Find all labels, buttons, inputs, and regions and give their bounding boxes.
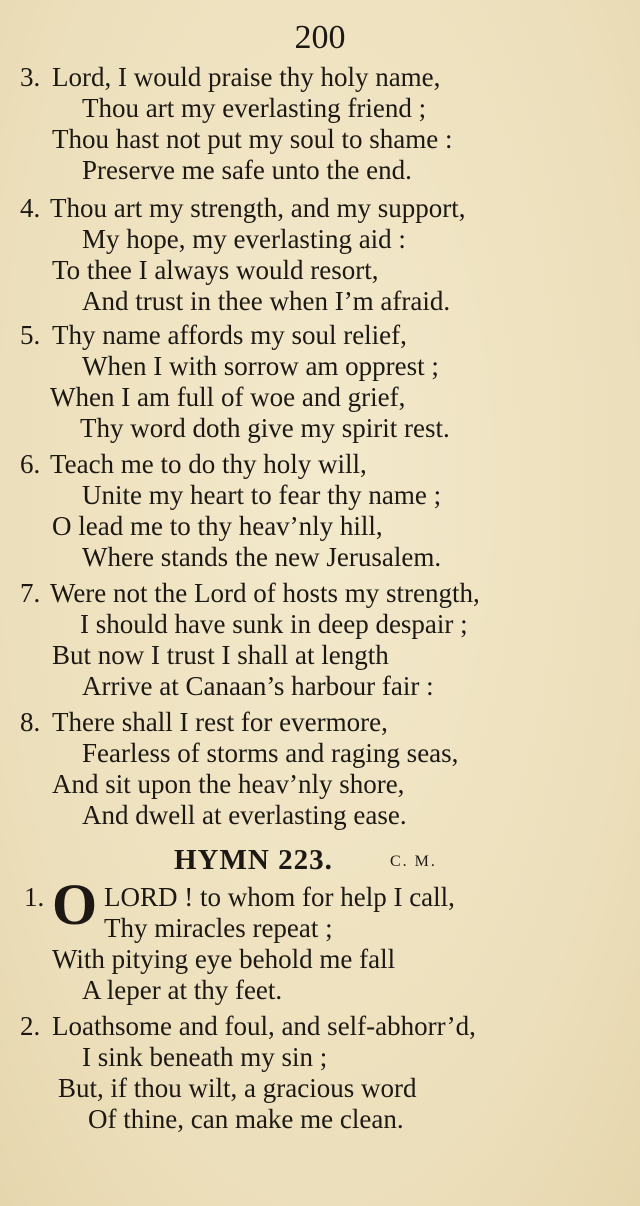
verse-line: Of thine, can make me clean.	[88, 1104, 404, 1134]
verse-line: I should have sunk in deep despair ;	[80, 609, 468, 639]
page-number: 200	[294, 19, 346, 56]
verse-line: Lord, I would praise thy holy name,	[52, 62, 441, 92]
verse-line: Thy name affords my soul relief,	[52, 320, 407, 350]
verse-line: Arrive at Canaan’s harbour fair :	[82, 671, 434, 701]
verse-line: O lead me to thy heav’nly hill,	[52, 511, 383, 541]
verse-line: I sink beneath my sin ;	[82, 1042, 328, 1072]
stanza-number: 8.	[20, 707, 41, 737]
stanza-number: 5.	[20, 320, 41, 350]
stanza-number: 4.	[20, 193, 41, 223]
verse-line: When I with sorrow am opprest ;	[82, 351, 439, 381]
hymn-title: HYMN 223.	[174, 844, 333, 876]
verse-line: Thou hast not put my soul to shame :	[52, 124, 453, 154]
verse-line: When I am full of woe and grief,	[50, 382, 406, 412]
verse-line: LORD ! to whom for help I call,	[104, 882, 455, 912]
drop-cap: O	[52, 872, 98, 937]
verse-line: Were not the Lord of hosts my strength,	[50, 578, 480, 608]
verse-line: And dwell at everlasting ease.	[82, 800, 407, 830]
verse-line: Thy miracles repeat ;	[104, 913, 333, 943]
verse-line: Where stands the new Jerusalem.	[82, 542, 442, 572]
stanza-number: 1.	[24, 882, 45, 912]
verse-line: Unite my heart to fear thy name ;	[82, 480, 442, 510]
stanza-number: 6.	[20, 449, 41, 479]
verse-line: And sit upon the heav’nly shore,	[52, 769, 405, 799]
verse-line: But now I trust I shall at length	[52, 640, 389, 670]
verse-line: Loathsome and foul, and self-abhorr’d,	[52, 1011, 476, 1041]
verse-line: My hope, my everlasting aid :	[82, 224, 406, 254]
verse-line: Teach me to do thy holy will,	[50, 449, 367, 479]
verse-line: There shall I rest for evermore,	[52, 707, 388, 737]
verse-line: But, if thou wilt, a gracious word	[58, 1073, 417, 1103]
verse-line: Thou art my strength, and my support,	[50, 193, 466, 223]
stanza-number: 7.	[20, 578, 41, 608]
verse-line: Thou art my everlasting friend ;	[82, 93, 427, 123]
hymn-meter: C. M.	[390, 853, 437, 870]
verse-line: And trust in thee when I’m afraid.	[82, 286, 451, 316]
verse-line: To thee I always would resort,	[52, 255, 379, 285]
verse-line: Fearless of storms and raging seas,	[82, 738, 459, 768]
verse-line: Preserve me safe unto the end.	[82, 155, 412, 185]
stanza-number: 3.	[20, 62, 41, 92]
verse-line: With pitying eye behold me fall	[52, 944, 396, 974]
stanza-number: 2.	[20, 1011, 41, 1041]
verse-line: A leper at thy feet.	[82, 975, 283, 1005]
verse-line: Thy word doth give my spirit rest.	[80, 413, 450, 443]
